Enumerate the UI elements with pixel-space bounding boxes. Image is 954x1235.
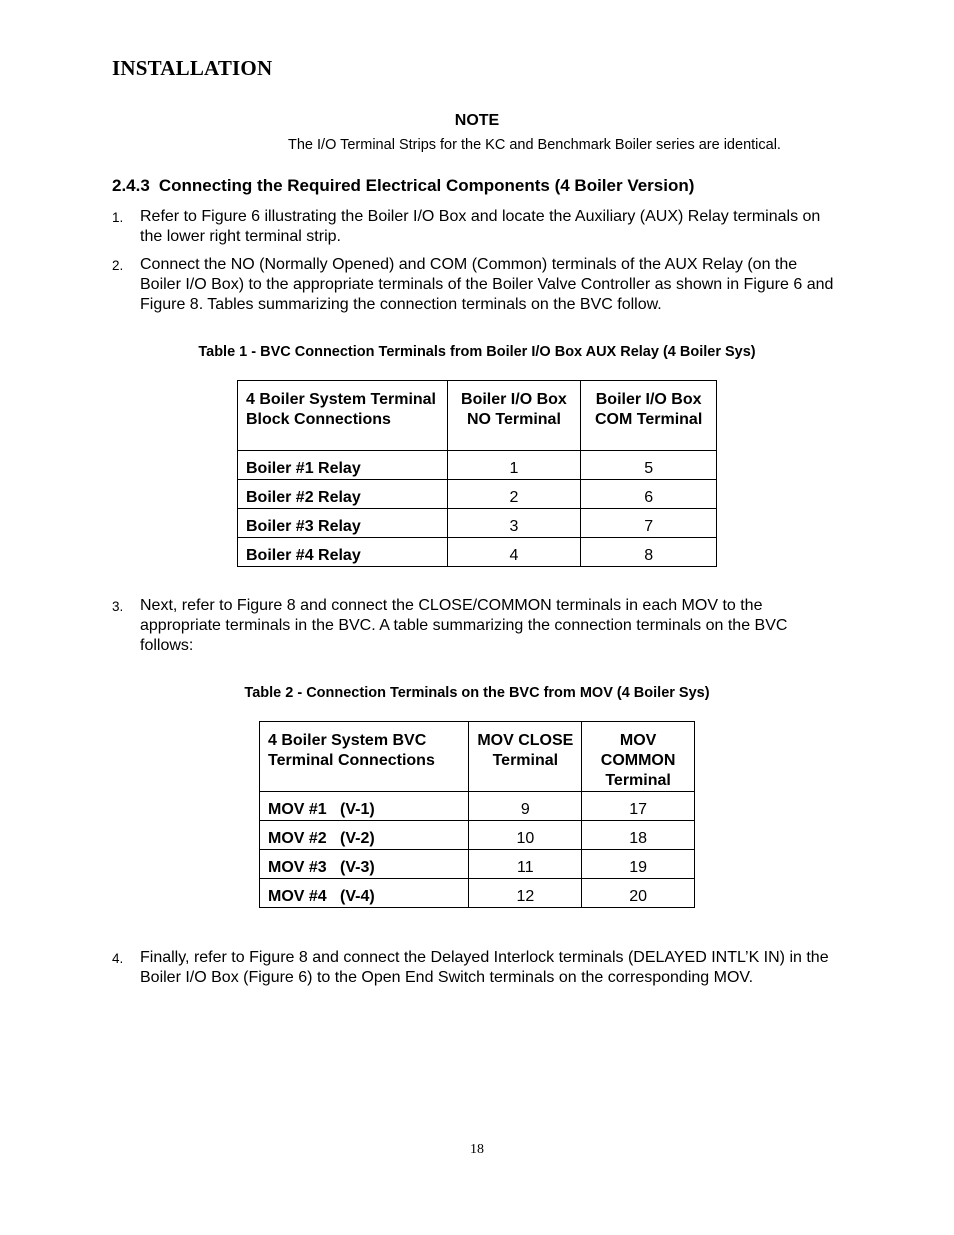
table-cell: 3: [447, 509, 581, 538]
table-cell: 17: [582, 792, 695, 821]
table-row: [260, 879, 695, 908]
table-cell: 11: [469, 850, 582, 879]
list-item: [112, 948, 842, 1010]
table-cell-label: MOV #2 (V-2): [260, 821, 469, 850]
table-cell-label: Boiler #2 Relay: [238, 480, 448, 509]
note-text: The I/O Terminal Strips for the KC and Benchmark Boiler series are identical.: [288, 137, 781, 153]
list-item: [112, 255, 842, 317]
table-row: [260, 821, 695, 850]
table-cell-label: Boiler #1 Relay: [238, 451, 448, 480]
table-cell: 6: [581, 480, 717, 509]
list-text: Next, refer to Figure 8 and connect the CLOSE/COMMON terminals in each MOV to the appropriate terminals in the BVC. A table summarizing the connection terminals on the BVC follows:: [140, 597, 788, 654]
table2-header-common: MOV COMMON Terminal: [582, 722, 695, 792]
page-number: 18: [470, 1142, 484, 1157]
list-marker: 1.: [112, 210, 124, 225]
table-row: [260, 792, 695, 821]
table-cell-label: MOV #1 (V-1): [260, 792, 469, 821]
table-cell-label: Boiler #4 Relay: [238, 538, 448, 567]
page-header: INSTALLATION: [112, 56, 273, 80]
table-row: [238, 451, 717, 480]
list-item: [112, 596, 842, 658]
table2-caption: Table 2 - Connection Terminals on the BVC from MOV (4 Boiler Sys): [244, 685, 710, 701]
table-cell: 5: [581, 451, 717, 480]
table-row: [238, 509, 717, 538]
list-text: Connect the NO (Normally Opened) and COM (Common) terminals of the AUX Relay (on the Boiler I/O Box) to the appropriate terminals of the Boiler Valve Controller as shown in Figure 6 and Figure 8. Tables summarizing the connection terminals on the BVC follow.: [140, 256, 834, 313]
table-cell: 9: [469, 792, 582, 821]
table-cell: 20: [582, 879, 695, 908]
table-cell-label: Boiler #3 Relay: [238, 509, 448, 538]
table-cell: 4: [447, 538, 581, 567]
table-cell-label: MOV #3 (V-3): [260, 850, 469, 879]
table-cell: 8: [581, 538, 717, 567]
table-cell: 2: [447, 480, 581, 509]
section-number: 2.4.3: [112, 176, 150, 195]
note-title: NOTE: [454, 112, 500, 129]
table2-header-connections: 4 Boiler System BVC Terminal Connections: [260, 722, 469, 792]
table-cell: 7: [581, 509, 717, 538]
table-cell: 18: [582, 821, 695, 850]
table-cell: 10: [469, 821, 582, 850]
table-cell-label: MOV #4 (V-4): [260, 879, 469, 908]
table-row: [260, 850, 695, 879]
table2-header-close: MOV CLOSE Terminal: [469, 722, 582, 792]
list-text: Refer to Figure 6 illustrating the Boiler I/O Box and locate the Auxiliary (AUX) Relay terminals on the lower right terminal strip.: [140, 208, 821, 245]
list-marker: 4.: [112, 951, 124, 966]
list-marker: 2.: [112, 258, 124, 273]
table1: [237, 380, 717, 567]
section-title: Connecting the Required Electrical Components (4 Boiler Version): [158, 176, 695, 195]
table-cell: 19: [582, 850, 695, 879]
section-heading: [112, 176, 694, 196]
table1-header-no: Boiler I/O Box NO Terminal: [447, 381, 581, 451]
table1-header-connections: 4 Boiler System Terminal Block Connections: [238, 381, 448, 451]
table1-caption: Table 1 - BVC Connection Terminals from Boiler I/O Box AUX Relay (4 Boiler Sys): [198, 344, 756, 360]
table2: [259, 721, 695, 908]
table-row: [238, 538, 717, 567]
list-item: [112, 207, 842, 249]
table-cell: 12: [469, 879, 582, 908]
list-text: Finally, refer to Figure 8 and connect the Delayed Interlock terminals (DELAYED INTL’K IN) in the Boiler I/O Box (Figure 6) to the Open End Switch terminals on the corresponding MOV.: [140, 949, 829, 986]
table-cell: 1: [447, 451, 581, 480]
table1-header-com: Boiler I/O Box COM Terminal: [581, 381, 717, 451]
list-marker: 3.: [112, 599, 124, 614]
table-row: [238, 480, 717, 509]
